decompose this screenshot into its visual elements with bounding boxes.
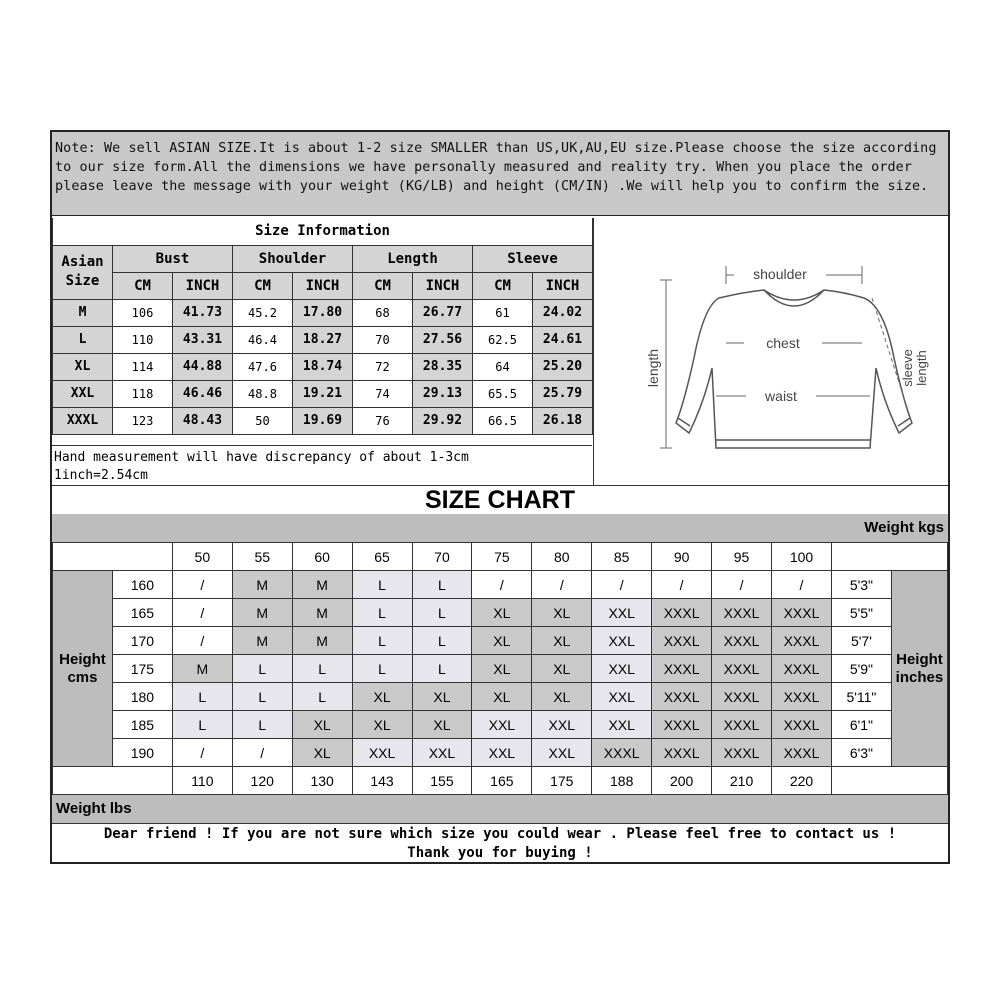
garment-diagram	[593, 218, 949, 485]
lbs-value: 143	[352, 767, 412, 795]
size-cell: XXL	[532, 711, 592, 739]
unit-inch: INCH	[293, 272, 353, 299]
blank-cell	[831, 767, 947, 795]
size-cell: /	[592, 571, 652, 599]
cm-value: 64	[473, 353, 533, 380]
size-cell: /	[232, 739, 292, 767]
inch-value: 24.61	[533, 326, 593, 353]
size-cell: M	[292, 627, 352, 655]
cm-value: 106	[113, 299, 173, 326]
height-row	[53, 599, 948, 627]
shoulder-header: Shoulder	[233, 245, 353, 272]
size-cell: XXXL	[712, 683, 772, 711]
size-cell: /	[532, 571, 592, 599]
cm-value: 70	[353, 326, 413, 353]
inch-value: 29.92	[413, 407, 473, 434]
size-info-row	[53, 380, 593, 407]
unit-inch: INCH	[413, 272, 473, 299]
cm-value: 74	[353, 380, 413, 407]
blank-cell	[53, 767, 173, 795]
lbs-value: 200	[652, 767, 712, 795]
kg-value: 50	[172, 543, 232, 571]
height-row	[53, 739, 948, 767]
size-cell: M	[292, 571, 352, 599]
size-chart-frame	[50, 130, 950, 864]
inch-value: 18.27	[293, 326, 353, 353]
diagram-sleeve-label: sleeve	[900, 349, 915, 387]
size-cell: XXXL	[652, 655, 712, 683]
size-cell: XL	[472, 627, 532, 655]
size-info-title: Size Information	[53, 218, 593, 245]
size-cell: XL	[412, 711, 472, 739]
cm-value: 110	[113, 326, 173, 353]
size-cell: M	[232, 627, 292, 655]
size-cell: L	[292, 683, 352, 711]
size-cell: L	[412, 571, 472, 599]
cm-value: 62.5	[473, 326, 533, 353]
height-cm-value: 165	[112, 599, 172, 627]
hand-measurement-note	[52, 445, 592, 485]
kg-value: 75	[472, 543, 532, 571]
kg-value: 100	[772, 543, 832, 571]
cm-value: 48.8	[233, 380, 293, 407]
size-cell: L	[172, 683, 232, 711]
size-cell: XXXL	[712, 711, 772, 739]
size-chart-grid	[52, 542, 948, 795]
height-row	[53, 627, 948, 655]
size-cell: XXXL	[772, 711, 832, 739]
size-cell: /	[172, 571, 232, 599]
size-cell: XXXL	[772, 599, 832, 627]
kg-value: 85	[592, 543, 652, 571]
lbs-value: 165	[472, 767, 532, 795]
note-line-1: Hand measurement will have discrepancy of about 1-3cm	[54, 450, 469, 465]
height-row	[53, 571, 948, 599]
size-cell: /	[712, 571, 772, 599]
height-row	[53, 683, 948, 711]
inch-value: 26.18	[533, 407, 593, 434]
blank-cell	[831, 543, 947, 571]
height-inch-value: 5'11"	[831, 683, 891, 711]
note-line-2: 1inch=2.54cm	[54, 468, 148, 483]
kg-value: 60	[292, 543, 352, 571]
weight-kgs-label: Weight kgs	[864, 519, 944, 536]
inch-value: 29.13	[413, 380, 473, 407]
diagram-length-label: length	[645, 348, 661, 388]
size-cell: XXL	[592, 599, 652, 627]
cm-value: 76	[353, 407, 413, 434]
height-inch-value: 5'7'	[831, 627, 891, 655]
kg-value: 70	[412, 543, 472, 571]
lbs-value: 175	[532, 767, 592, 795]
height-row	[53, 711, 948, 739]
size-cell: XXL	[472, 711, 532, 739]
size-cell: XXL	[592, 655, 652, 683]
inch-value: 25.20	[533, 353, 593, 380]
height-cm-value: 190	[112, 739, 172, 767]
size-cell: XL	[532, 599, 592, 627]
cm-value: 47.6	[233, 353, 293, 380]
size-cell: XXXL	[772, 739, 832, 767]
unit-cm: CM	[233, 272, 293, 299]
size-label: XXXL	[53, 407, 113, 434]
height-inch-value: 5'5"	[831, 599, 891, 627]
cm-value: 123	[113, 407, 173, 434]
height-inches-label: Height inches	[891, 571, 947, 767]
size-cell: XXXL	[712, 627, 772, 655]
size-info-row	[53, 407, 593, 434]
kg-value: 65	[352, 543, 412, 571]
unit-cm: CM	[473, 272, 533, 299]
size-cell: XXL	[532, 739, 592, 767]
unit-inch: INCH	[173, 272, 233, 299]
cm-value: 72	[353, 353, 413, 380]
size-cell: XXXL	[652, 683, 712, 711]
size-cell: XL	[352, 683, 412, 711]
cm-value: 118	[113, 380, 173, 407]
size-cell: XL	[532, 683, 592, 711]
size-cell: L	[352, 571, 412, 599]
size-cell: XXXL	[772, 683, 832, 711]
size-cell: XXXL	[772, 627, 832, 655]
height-cm-value: 170	[112, 627, 172, 655]
size-cell: XXL	[592, 711, 652, 739]
size-cell: L	[232, 683, 292, 711]
height-inch-value: 6'3"	[831, 739, 891, 767]
height-inch-value: 6'1"	[831, 711, 891, 739]
size-info-row	[53, 353, 593, 380]
kg-value: 95	[712, 543, 772, 571]
height-cm-value: 180	[112, 683, 172, 711]
cm-value: 66.5	[473, 407, 533, 434]
inch-value: 17.80	[293, 299, 353, 326]
weight-lbs-bar	[52, 794, 948, 824]
height-cm-value: 185	[112, 711, 172, 739]
size-cell: L	[352, 655, 412, 683]
size-cell: XL	[292, 739, 352, 767]
size-cell: /	[172, 627, 232, 655]
size-cell: XL	[352, 711, 412, 739]
lbs-value: 120	[232, 767, 292, 795]
lbs-value: 188	[592, 767, 652, 795]
diagram-waist-label: waist	[765, 388, 797, 404]
sweater-icon	[594, 218, 949, 485]
weight-lbs-label: Weight lbs	[56, 800, 132, 817]
bust-header: Bust	[113, 245, 233, 272]
inch-value: 27.56	[413, 326, 473, 353]
inch-value: 19.69	[293, 407, 353, 434]
size-label: XL	[53, 353, 113, 380]
height-cm-value: 175	[112, 655, 172, 683]
size-cell: M	[172, 655, 232, 683]
size-cell: XXL	[472, 739, 532, 767]
size-cell: XL	[532, 627, 592, 655]
size-cell: XXL	[592, 627, 652, 655]
size-info-row	[53, 299, 593, 326]
height-cm-value: 160	[112, 571, 172, 599]
size-information-table	[52, 218, 593, 435]
size-note: Note: We sell ASIAN SIZE.It is about 1-2 size SMALLER than US,UK,AU,EU size.Please choose the size according to our size form.All the dimensions we have personally measured and reality try. When you place the order please leave the message with your weight (KG/LB) and height (CM/IN) .We will help you to confirm the size.	[52, 132, 948, 216]
size-cell: XXL	[412, 739, 472, 767]
inch-value: 43.31	[173, 326, 233, 353]
lbs-row	[53, 767, 948, 795]
size-cell: L	[292, 655, 352, 683]
lbs-value: 130	[292, 767, 352, 795]
kg-header-row	[53, 543, 948, 571]
size-label: M	[53, 299, 113, 326]
size-cell: L	[232, 655, 292, 683]
size-cell: XXXL	[712, 739, 772, 767]
inch-value: 26.77	[413, 299, 473, 326]
cm-value: 46.4	[233, 326, 293, 353]
size-cell: L	[412, 599, 472, 627]
footer-line-1: Dear friend ! If you are not sure which size you could wear . Please feel free to contact us !	[103, 826, 897, 842]
size-cell: XXXL	[652, 599, 712, 627]
lbs-value: 220	[772, 767, 832, 795]
cm-value: 114	[113, 353, 173, 380]
blank-cell	[53, 543, 173, 571]
size-cell: XL	[472, 655, 532, 683]
cm-value: 65.5	[473, 380, 533, 407]
lbs-value: 210	[712, 767, 772, 795]
size-chart-title: SIZE CHART	[52, 485, 948, 515]
size-label: L	[53, 326, 113, 353]
size-info-row	[53, 326, 593, 353]
size-cell: XXXL	[652, 711, 712, 739]
size-cell: L	[232, 711, 292, 739]
inch-value: 46.46	[173, 380, 233, 407]
inch-value: 19.21	[293, 380, 353, 407]
size-cell: XL	[472, 599, 532, 627]
size-cell: /	[172, 599, 232, 627]
size-cell: XL	[412, 683, 472, 711]
size-cell: XL	[532, 655, 592, 683]
size-cell: M	[292, 599, 352, 627]
inch-value: 25.79	[533, 380, 593, 407]
height-inch-value: 5'9"	[831, 655, 891, 683]
cm-value: 68	[353, 299, 413, 326]
length-header: Length	[353, 245, 473, 272]
size-cell: XL	[292, 711, 352, 739]
size-cell: XXL	[352, 739, 412, 767]
size-cell: L	[412, 655, 472, 683]
height-cms-label: Height cms	[53, 571, 113, 767]
kg-value: 55	[232, 543, 292, 571]
unit-inch: INCH	[533, 272, 593, 299]
diagram-chest-label: chest	[766, 335, 800, 351]
inch-value: 44.88	[173, 353, 233, 380]
size-cell: /	[172, 739, 232, 767]
size-cell: L	[352, 627, 412, 655]
size-cell: L	[172, 711, 232, 739]
inch-value: 24.02	[533, 299, 593, 326]
size-cell: XXXL	[712, 655, 772, 683]
cm-value: 45.2	[233, 299, 293, 326]
size-cell: /	[772, 571, 832, 599]
size-cell: XXXL	[712, 599, 772, 627]
size-cell: XXXL	[652, 627, 712, 655]
inch-value: 41.73	[173, 299, 233, 326]
asian-size-header: Asian Size	[53, 245, 113, 299]
lbs-value: 155	[412, 767, 472, 795]
size-cell: /	[652, 571, 712, 599]
lbs-value: 110	[172, 767, 232, 795]
height-inch-value: 5'3"	[831, 571, 891, 599]
inch-value: 28.35	[413, 353, 473, 380]
cm-value: 50	[233, 407, 293, 434]
kg-value: 80	[532, 543, 592, 571]
size-cell: XXL	[592, 683, 652, 711]
size-cell: L	[352, 599, 412, 627]
weight-kgs-bar	[52, 514, 948, 543]
size-cell: M	[232, 571, 292, 599]
kg-value: 90	[652, 543, 712, 571]
inch-value: 48.43	[173, 407, 233, 434]
size-cell: XXXL	[772, 655, 832, 683]
size-cell: M	[232, 599, 292, 627]
size-cell: XL	[472, 683, 532, 711]
footer-line-2: Thank you for buying !	[407, 845, 593, 861]
size-label: XXL	[53, 380, 113, 407]
cm-value: 61	[473, 299, 533, 326]
size-cell: XXXL	[652, 739, 712, 767]
unit-cm: CM	[353, 272, 413, 299]
diagram-shoulder-label: shoulder	[753, 266, 807, 282]
height-row	[53, 655, 948, 683]
footer-message	[52, 823, 948, 862]
unit-cm: CM	[113, 272, 173, 299]
sleeve-header: Sleeve	[473, 245, 593, 272]
size-cell: /	[472, 571, 532, 599]
diagram-sleeve-length-label: length	[914, 350, 929, 386]
size-cell: L	[412, 627, 472, 655]
inch-value: 18.74	[293, 353, 353, 380]
size-cell: XXXL	[592, 739, 652, 767]
